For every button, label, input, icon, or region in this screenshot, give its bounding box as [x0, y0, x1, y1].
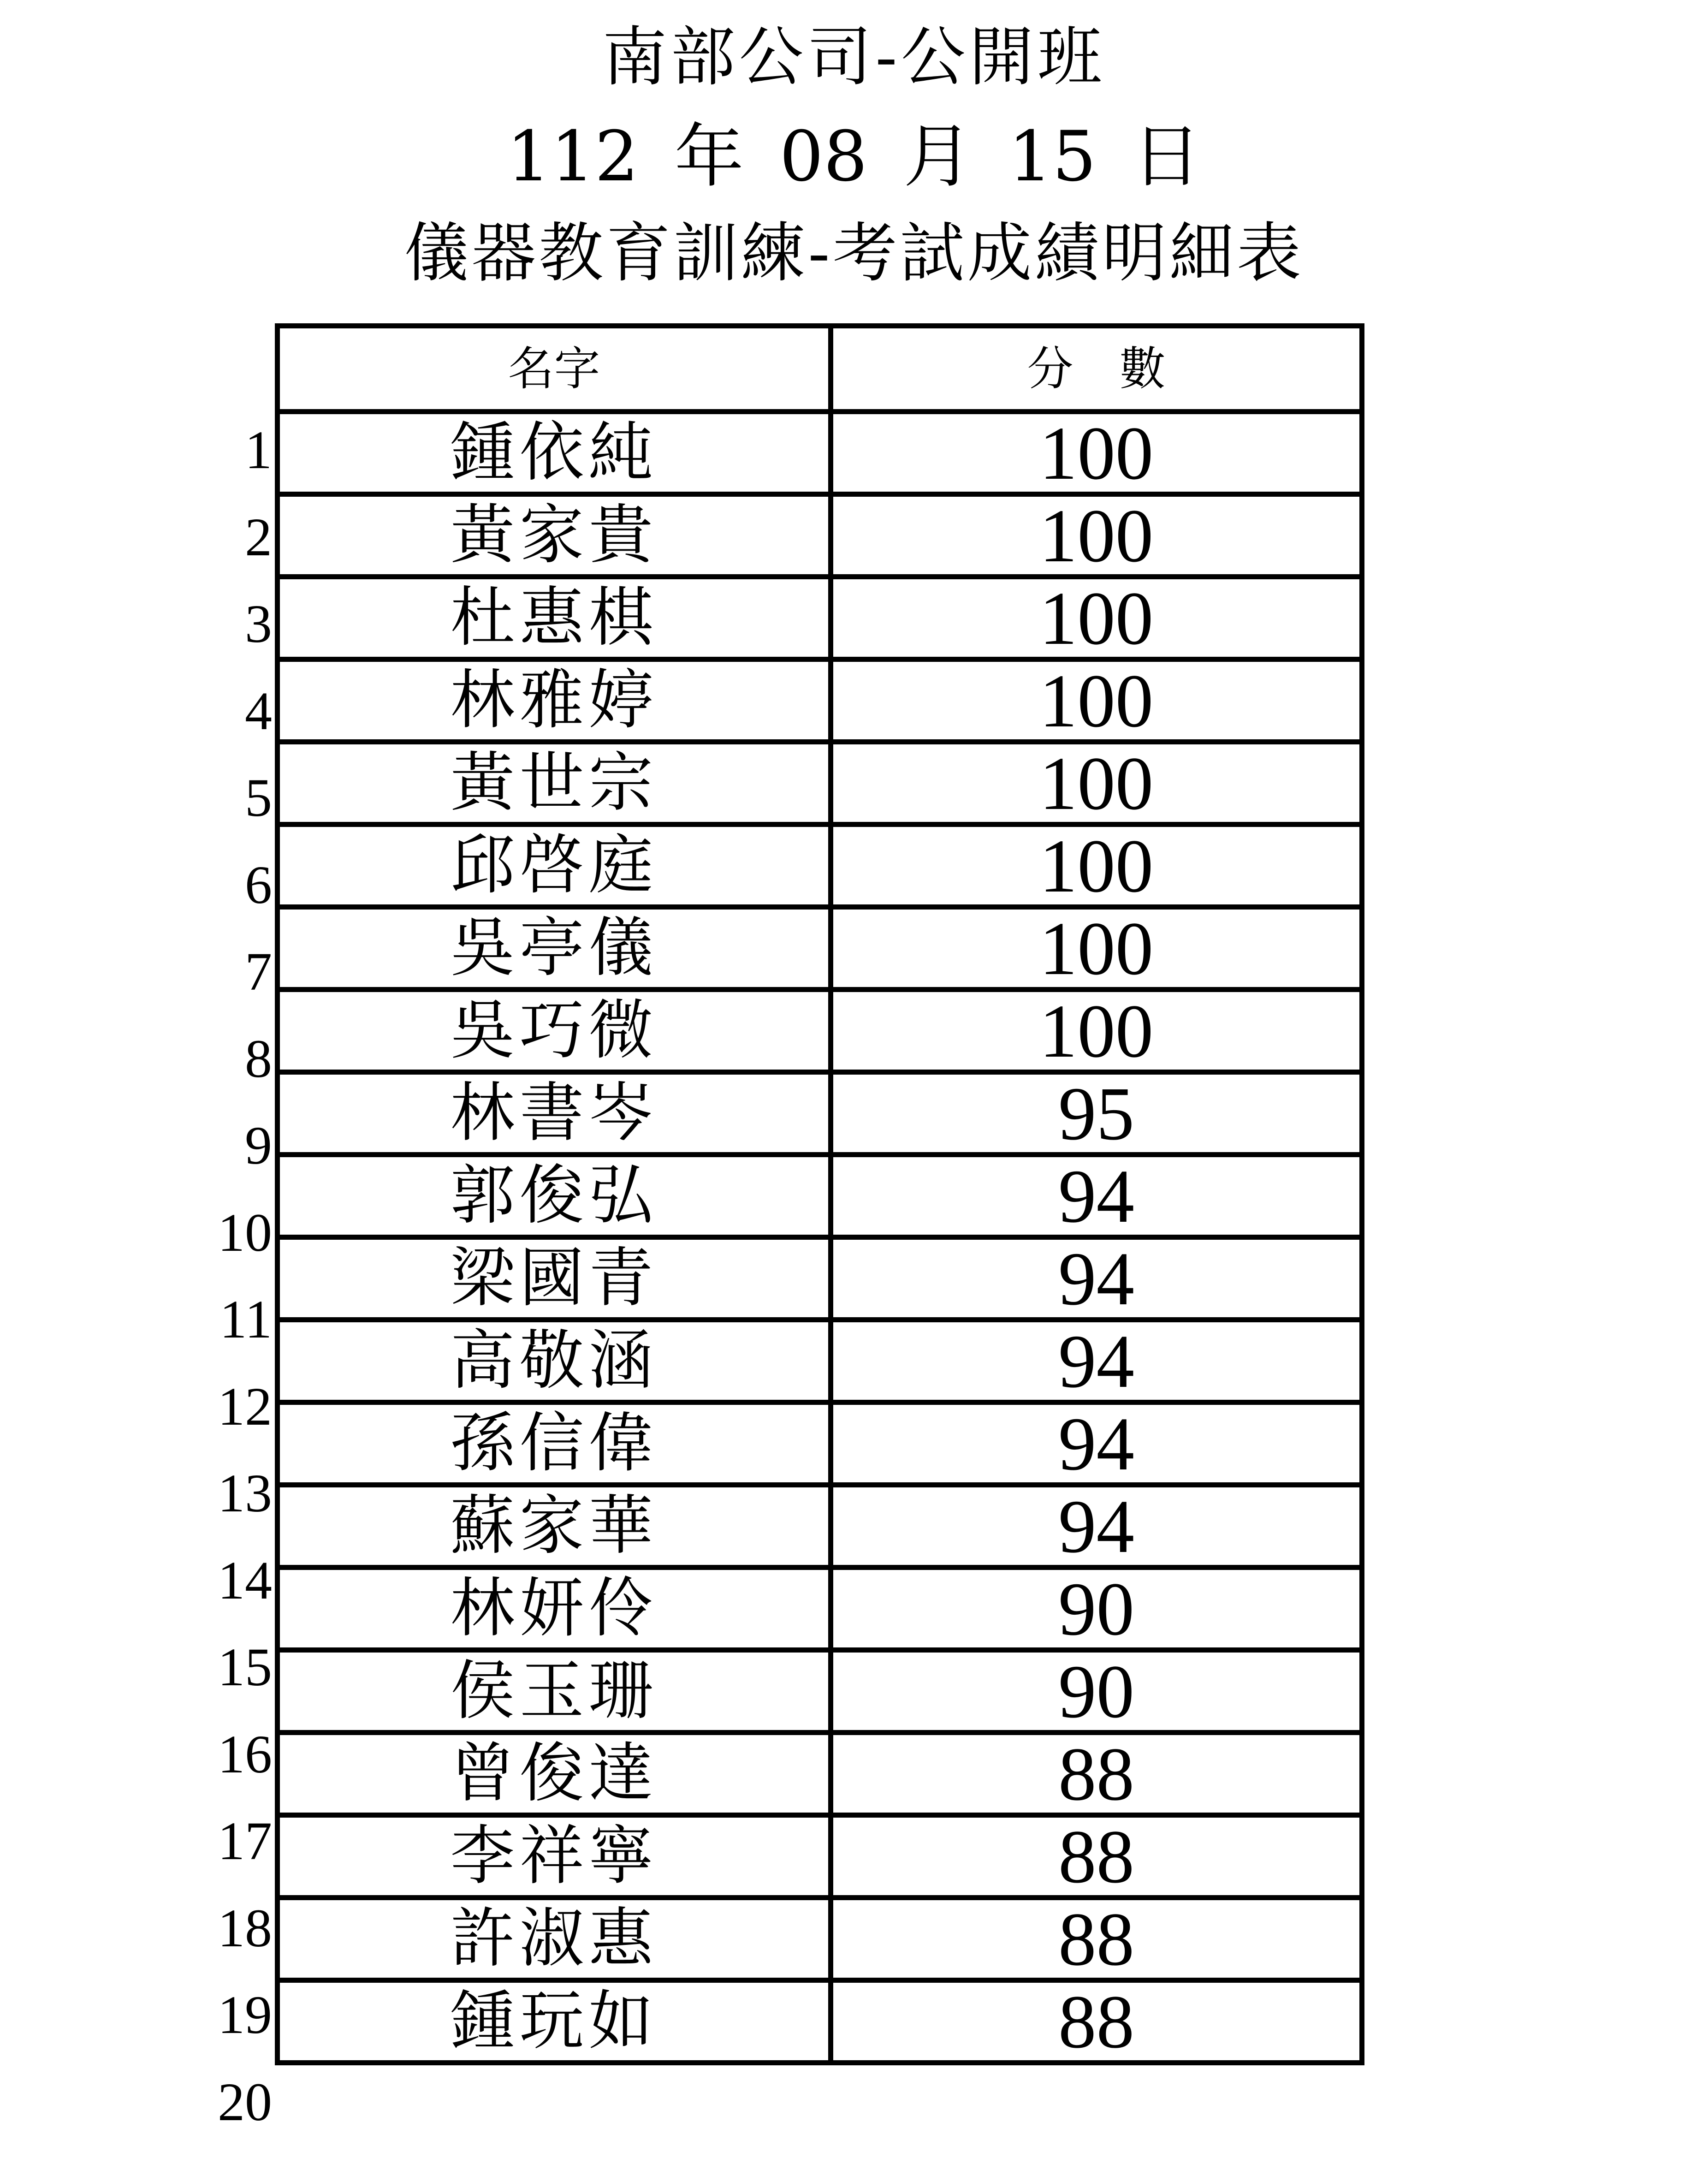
table-row — [278, 1403, 1362, 1485]
trainee-name: 林妍伶 — [278, 1568, 831, 1650]
row-number: 17 — [218, 1811, 272, 1871]
company-title: 南部公司-公開班 — [602, 20, 1106, 95]
table-row — [278, 660, 1362, 742]
trainee-score: 100 — [831, 990, 1362, 1072]
table-row — [278, 1733, 1362, 1815]
row-number: 6 — [245, 854, 272, 915]
trainee-name: 邱啓庭 — [278, 825, 831, 907]
trainee-name: 林雅婷 — [278, 660, 831, 742]
trainee-name: 高敬涵 — [278, 1320, 831, 1403]
trainee-score: 100 — [831, 742, 1362, 825]
trainee-score: 88 — [831, 1898, 1362, 1980]
trainee-name: 杜惠棋 — [278, 577, 831, 660]
trainee-score: 100 — [831, 660, 1362, 742]
row-number: 2 — [245, 506, 272, 567]
trainee-score: 95 — [831, 1072, 1362, 1155]
table-row — [278, 1155, 1362, 1237]
trainee-score: 94 — [831, 1485, 1362, 1568]
row-number: 1 — [245, 420, 272, 480]
score-table — [275, 323, 1364, 2065]
table-body — [278, 412, 1362, 2063]
column-header-score: 分 數 — [831, 326, 1362, 412]
row-number: 7 — [245, 941, 272, 1002]
table-row — [278, 1568, 1362, 1650]
row-number: 11 — [219, 1289, 272, 1350]
row-number: 8 — [245, 1028, 272, 1089]
trainee-score: 88 — [831, 1815, 1362, 1898]
trainee-name: 林書岑 — [278, 1072, 831, 1155]
table-row — [278, 742, 1362, 825]
trainee-name: 李祥寧 — [278, 1815, 831, 1898]
trainee-name: 黃世宗 — [278, 742, 831, 825]
trainee-score: 88 — [831, 1733, 1362, 1815]
table-row — [278, 412, 1362, 494]
trainee-name: 鍾玩如 — [278, 1980, 831, 2063]
row-number: 5 — [245, 767, 272, 828]
table-row — [278, 1237, 1362, 1320]
trainee-score: 90 — [831, 1650, 1362, 1733]
row-number: 16 — [218, 1724, 272, 1784]
table-row — [278, 990, 1362, 1072]
table-row — [278, 494, 1362, 577]
trainee-name: 蘇家華 — [278, 1485, 831, 1568]
row-number: 12 — [218, 1376, 272, 1437]
row-number: 3 — [245, 594, 272, 654]
column-header-name: 名字 — [278, 326, 831, 412]
trainee-score: 100 — [831, 577, 1362, 660]
table-row — [278, 907, 1362, 990]
trainee-name: 鍾依純 — [278, 412, 831, 494]
table-header-row — [278, 326, 1362, 412]
trainee-score: 100 — [831, 494, 1362, 577]
table-row — [278, 1072, 1362, 1155]
trainee-name: 侯玉珊 — [278, 1650, 831, 1733]
row-number: 10 — [218, 1202, 272, 1263]
row-number: 19 — [218, 1985, 272, 2045]
report-title: 儀器教育訓練-考試成績明細表 — [404, 216, 1304, 291]
trainee-score: 94 — [831, 1320, 1362, 1403]
table-row — [278, 577, 1362, 660]
trainee-name: 許淑惠 — [278, 1898, 831, 1980]
table-row — [278, 1980, 1362, 2063]
trainee-name: 吳巧微 — [278, 990, 831, 1072]
table-row — [278, 1650, 1362, 1733]
trainee-score: 100 — [831, 907, 1362, 990]
table-row — [278, 1320, 1362, 1403]
trainee-score: 100 — [831, 825, 1362, 907]
table-row — [278, 825, 1362, 907]
table-row — [278, 1898, 1362, 1980]
trainee-score: 100 — [831, 412, 1362, 494]
trainee-name: 孫信偉 — [278, 1403, 831, 1485]
trainee-score: 94 — [831, 1237, 1362, 1320]
trainee-name: 曾俊達 — [278, 1733, 831, 1815]
row-number: 14 — [218, 1550, 272, 1611]
row-number: 4 — [245, 680, 272, 741]
trainee-name: 梁國青 — [278, 1237, 831, 1320]
row-number: 9 — [245, 1115, 272, 1176]
row-number: 13 — [218, 1463, 272, 1523]
trainee-score: 88 — [831, 1980, 1362, 2063]
table-row — [278, 1815, 1362, 1898]
exam-date: 112 年 08 月 15 日 — [506, 117, 1202, 197]
trainee-score: 94 — [831, 1155, 1362, 1237]
table-row — [278, 1485, 1362, 1568]
row-number: 18 — [218, 1897, 272, 1958]
row-number: 20 — [218, 2071, 272, 2132]
trainee-score: 90 — [831, 1568, 1362, 1650]
trainee-score: 94 — [831, 1403, 1362, 1485]
trainee-name: 郭俊弘 — [278, 1155, 831, 1237]
row-number: 15 — [218, 1637, 272, 1697]
trainee-name: 黃家貴 — [278, 494, 831, 577]
trainee-name: 吳亭儀 — [278, 907, 831, 990]
